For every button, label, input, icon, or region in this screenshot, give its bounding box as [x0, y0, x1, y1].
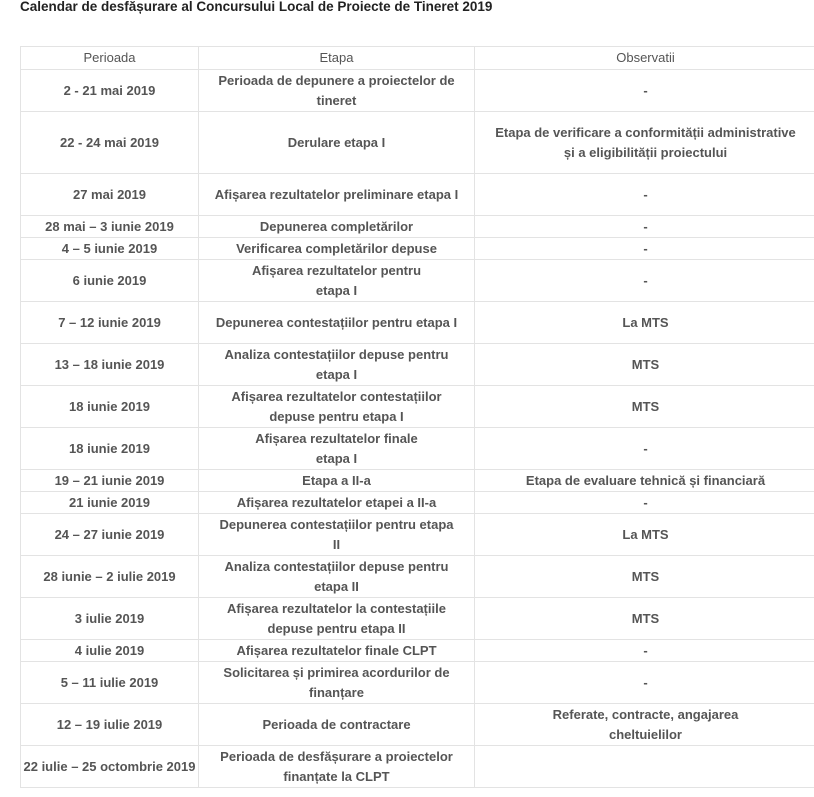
table-row: [21, 112, 814, 174]
cell-observatii: -: [475, 174, 814, 216]
cell-observatii: La MTS: [475, 514, 814, 556]
table-row: [21, 216, 814, 238]
cell-observatii: Etapa de evaluare tehnică și financiară: [475, 470, 814, 492]
cell-observatii: Referate, contracte, angajarea cheltuielilor: [475, 704, 814, 746]
cell-observatii: Etapa de verificare a conformității administrative și a eligibilității proiectului: [475, 112, 814, 174]
table-row: [21, 428, 814, 470]
cell-perioada: 22 iulie – 25 octombrie 2019: [21, 746, 199, 788]
table-row: [21, 662, 814, 704]
cell-perioada: 6 iunie 2019: [21, 260, 199, 302]
table-row: [21, 174, 814, 216]
table-row: [21, 238, 814, 260]
header-etapa: Etapa: [199, 47, 475, 70]
cell-perioada: 21 iunie 2019: [21, 492, 199, 514]
cell-observatii: -: [475, 238, 814, 260]
header-observatii: Observatii: [475, 47, 814, 70]
cell-etapa: Perioada de desfășurare a proiectelor finanțate la CLPT: [199, 746, 475, 788]
cell-observatii: -: [475, 216, 814, 238]
cell-perioada: 2 - 21 mai 2019: [21, 70, 199, 112]
cell-observatii: -: [475, 70, 814, 112]
cell-observatii: -: [475, 428, 814, 470]
cell-etapa: Perioada de contractare: [199, 704, 475, 746]
cell-perioada: 27 mai 2019: [21, 174, 199, 216]
cell-etapa: Afișarea rezultatelor preliminare etapa I: [199, 174, 475, 216]
header-perioada: Perioada: [21, 47, 199, 70]
cell-observatii: MTS: [475, 598, 814, 640]
cell-etapa: Depunerea completărilor: [199, 216, 475, 238]
cell-etapa: Afișarea rezultatelor etapei a II-a: [199, 492, 475, 514]
cell-etapa: Depunerea contestațiilor pentru etapa II: [199, 514, 475, 556]
cell-perioada: 7 – 12 iunie 2019: [21, 302, 199, 344]
cell-perioada: 28 mai – 3 iunie 2019: [21, 216, 199, 238]
table-row: [21, 492, 814, 514]
table-row: [21, 386, 814, 428]
cell-perioada: 22 - 24 mai 2019: [21, 112, 199, 174]
cell-perioada: 24 – 27 iunie 2019: [21, 514, 199, 556]
table-row: [21, 746, 814, 788]
table-row: [21, 514, 814, 556]
cell-etapa: Afișarea rezultatelor pentru etapa I: [199, 260, 475, 302]
table-row: [21, 598, 814, 640]
cell-etapa: Solicitarea și primirea acordurilor de finanțare: [199, 662, 475, 704]
cell-perioada: 4 iulie 2019: [21, 640, 199, 662]
cell-etapa: Afișarea rezultatelor finale CLPT: [199, 640, 475, 662]
cell-etapa: Analiza contestațiilor depuse pentru etapa I: [199, 344, 475, 386]
cell-etapa: Afișarea rezultatelor contestațiilor depuse pentru etapa I: [199, 386, 475, 428]
page-title: Calendar de desfășurare al Concursului Local de Proiecte de Tineret 2019: [20, 0, 493, 14]
cell-observatii: La MTS: [475, 302, 814, 344]
cell-etapa: Depunerea contestațiilor pentru etapa I: [199, 302, 475, 344]
table-row: [21, 344, 814, 386]
cell-etapa: Etapa a II-a: [199, 470, 475, 492]
cell-perioada: 4 – 5 iunie 2019: [21, 238, 199, 260]
cell-observatii: MTS: [475, 556, 814, 598]
cell-perioada: 18 iunie 2019: [21, 428, 199, 470]
cell-etapa: Derulare etapa I: [199, 112, 475, 174]
cell-observatii: -: [475, 662, 814, 704]
cell-observatii: -: [475, 260, 814, 302]
cell-observatii: -: [475, 640, 814, 662]
cell-perioada: 13 – 18 iunie 2019: [21, 344, 199, 386]
cell-perioada: 18 iunie 2019: [21, 386, 199, 428]
cell-observatii: [475, 746, 814, 788]
cell-etapa: Verificarea completărilor depuse: [199, 238, 475, 260]
cell-observatii: MTS: [475, 344, 814, 386]
cell-perioada: 5 – 11 iulie 2019: [21, 662, 199, 704]
cell-perioada: 12 – 19 iulie 2019: [21, 704, 199, 746]
cell-perioada: 28 iunie – 2 iulie 2019: [21, 556, 199, 598]
table-row: [21, 302, 814, 344]
table-row: [21, 556, 814, 598]
cell-perioada: 19 – 21 iunie 2019: [21, 470, 199, 492]
cell-observatii: MTS: [475, 386, 814, 428]
table-row: [21, 704, 814, 746]
table-row: [21, 260, 814, 302]
cell-etapa: Analiza contestațiilor depuse pentru etapa II: [199, 556, 475, 598]
cell-observatii: -: [475, 492, 814, 514]
cell-perioada: 3 iulie 2019: [21, 598, 199, 640]
table-header-row: [21, 47, 814, 70]
table-row: [21, 70, 814, 112]
table-row: [21, 640, 814, 662]
cell-etapa: Perioada de depunere a proiectelor de tineret: [199, 70, 475, 112]
cell-etapa: Afișarea rezultatelor finale etapa I: [199, 428, 475, 470]
schedule-table: [20, 46, 814, 788]
table-row: [21, 470, 814, 492]
cell-etapa: Afișarea rezultatelor la contestațiile depuse pentru etapa II: [199, 598, 475, 640]
